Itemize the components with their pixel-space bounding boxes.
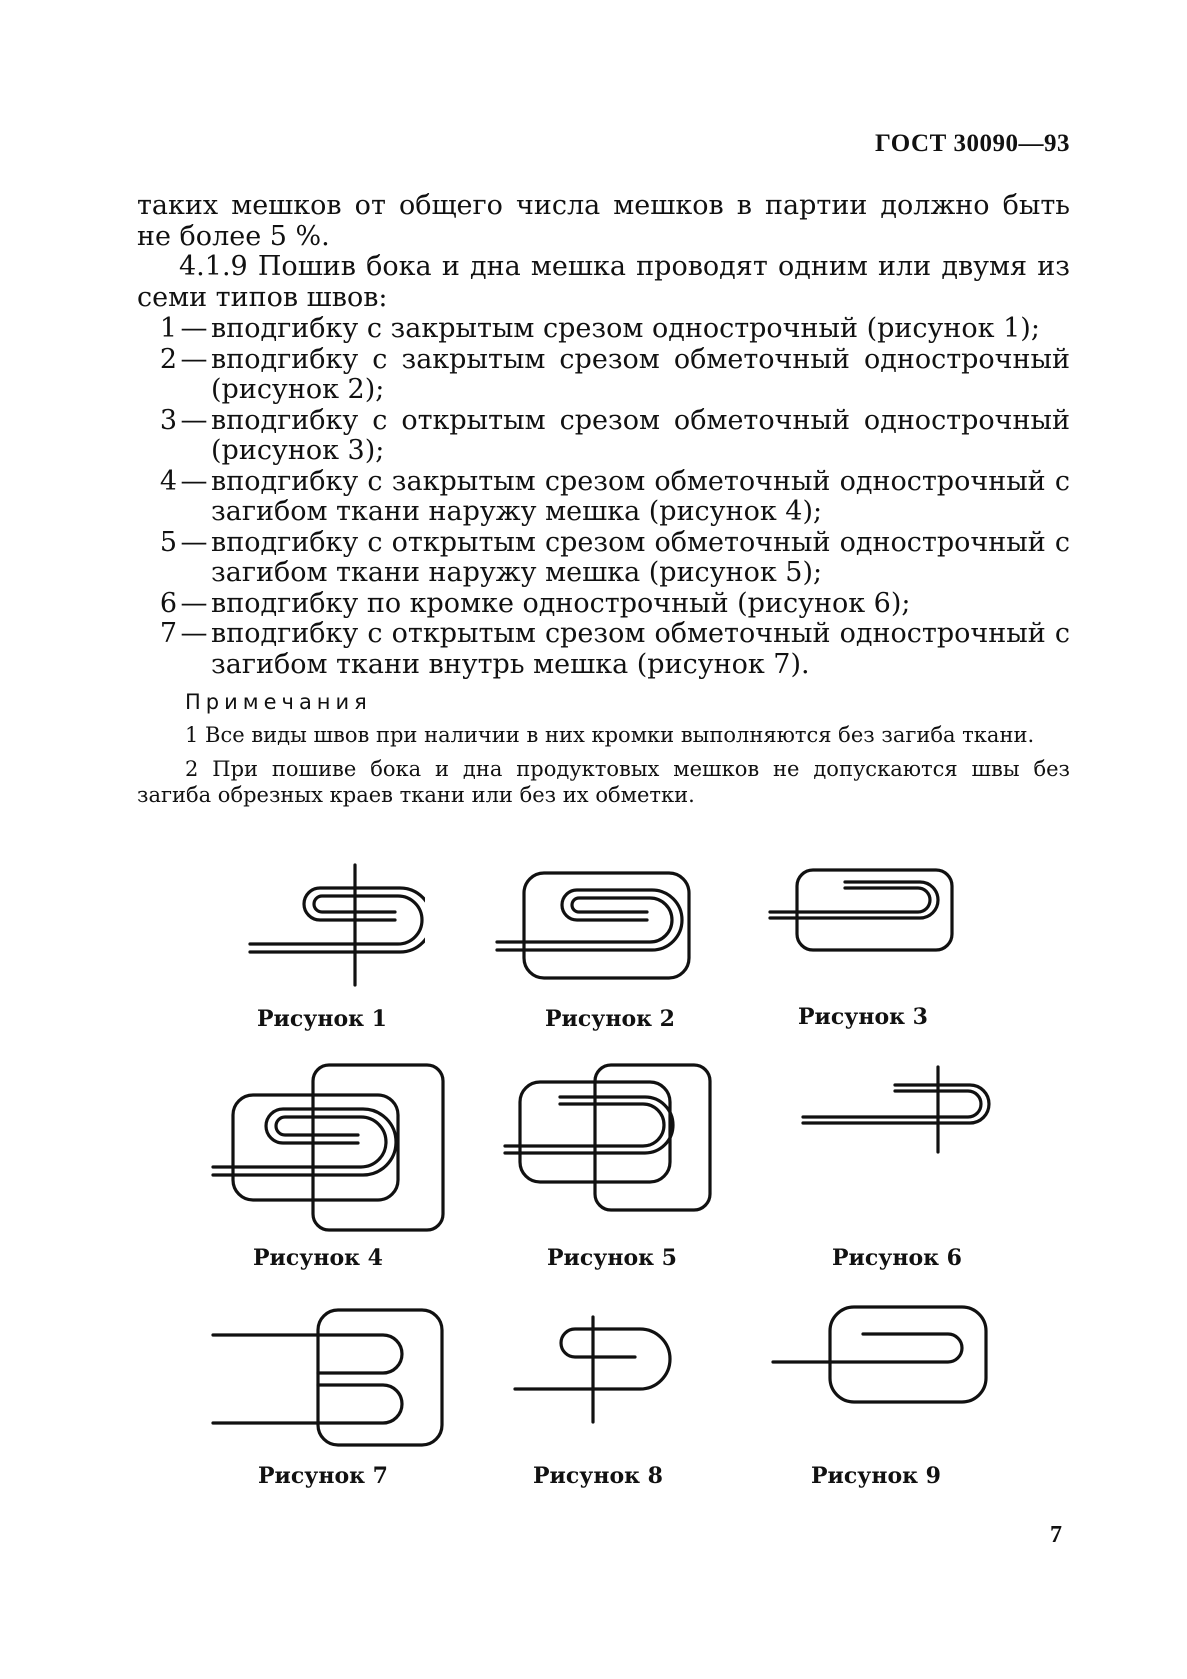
seam-figure-1-icon: [245, 860, 425, 990]
list-item: 5 — вподгибку с открытым срезом обметочный однострочный с загибом ткани наружу мешка (рисунок 5);: [159, 526, 1070, 588]
figure-4-caption: Рисунок 4: [253, 1245, 383, 1271]
list-item: 4 — вподгибку с закрытым срезом обметочный однострочный с загибом ткани наружу мешка (рисунок 4);: [159, 465, 1070, 527]
seam-figure-5-icon: [500, 1060, 720, 1215]
note-2: 2 При пошиве бока и дна продуктовых мешков не допускаются швы без загиба обрезных краев ткани или без их обметки.: [137, 757, 1070, 807]
seam-figure-4-icon: [208, 1060, 448, 1235]
seam-figure-8-icon: [510, 1312, 680, 1427]
figure-5-caption: Рисунок 5: [547, 1245, 677, 1271]
seam-types-list: [137, 314, 1070, 680]
list-item: 6 — вподгибку по кромке однострочный (рисунок 6);: [159, 587, 911, 619]
list-item: 7 — вподгибку с открытым срезом обметочный однострочный с загибом ткани внутрь мешка (рисунок 7).: [159, 618, 1070, 680]
seam-figure-3-icon: [765, 865, 965, 955]
intro-paragraph: [137, 191, 1070, 313]
document-header: ГОСТ 30090—93: [874, 130, 1070, 157]
seam-figure-9-icon: [768, 1302, 993, 1407]
figure-9-caption: Рисунок 9: [811, 1463, 941, 1489]
intro-text: таких мешков от общего числа мешков в партии должно быть не более 5 %.: [137, 190, 1070, 252]
seam-figure-7-icon: [208, 1305, 448, 1450]
figure-1-caption: Рисунок 1: [257, 1006, 387, 1032]
figure-2-caption: Рисунок 2: [545, 1006, 675, 1032]
figure-8-caption: Рисунок 8: [533, 1463, 663, 1489]
note-1: 1 Все виды швов при наличии в них кромки выполняются без загиба ткани.: [185, 723, 1035, 747]
list-item: 1 — вподгибку с закрытым срезом однострочный (рисунок 1);: [159, 313, 1040, 344]
figure-7-caption: Рисунок 7: [258, 1463, 388, 1489]
seam-figure-6-icon: [798, 1062, 993, 1157]
notes-heading: Примечания: [185, 690, 372, 714]
seam-figure-2-icon: [492, 868, 702, 983]
list-item: 2 — вподгибку с закрытым срезом обметочный однострочный (рисунок 2);: [159, 343, 1070, 405]
list-item: 3 — вподгибку с открытым срезом обметочный однострочный (рисунок 3);: [159, 404, 1070, 466]
notes-block: [137, 722, 1070, 816]
figure-6-caption: Рисунок 6: [832, 1245, 962, 1271]
figure-3-caption: Рисунок 3: [798, 1004, 928, 1030]
page-number: 7: [1050, 1522, 1062, 1548]
clause-4-1-9: 4.1.9 Пошив бока и дна мешка проводят одним или двумя из семи типов швов:: [137, 251, 1070, 313]
